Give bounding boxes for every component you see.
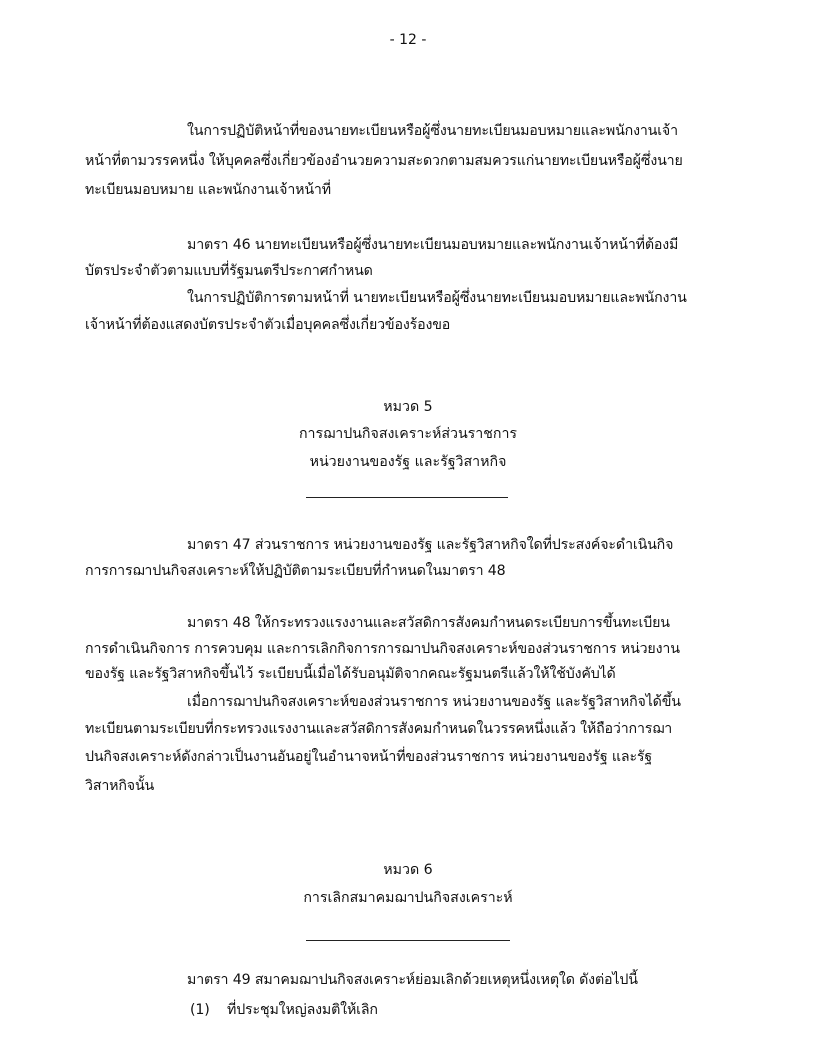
page-number: - 12 - [389,32,427,48]
section-48-line: ทะเบียนตามระเบียบที่กระทรวงแรงงานและสวัสดิการสังคมกำหนดในวรรคหนึ่งแล้ว ให้ถือว่าการฌา [85,721,673,737]
chapter-6-divider [306,940,510,941]
section-48-line: มาตรา 48 ให้กระทรวงแรงงานและสวัสดิการสังคมกำหนดระเบียบการขึ้นทะเบียน [187,615,670,631]
section-49-line: มาตรา 49 สมาคมฌาปนกิจสงเคราะห์ย่อมเลิกด้วยเหตุหนึ่งเหตุใด ดังต่อไปนี้ [187,972,638,988]
section-47-line: การการฌาปนกิจสงเคราะห์ให้ปฏิบัติตามระเบียบที่กำหนดในมาตรา 48 [85,563,506,579]
section-46-line: บัตรประจำตัวตามแบบที่รัฐมนตรีประกาศกำหนด [85,263,373,279]
paragraph-line: ในการปฏิบัติหน้าที่ของนายทะเบียนหรือผู้ซึ่งนายทะเบียนมอบหมายและพนักงานเจ้า [187,123,678,139]
item-1-number: (1) [190,1002,210,1018]
section-48-line: ของรัฐ และรัฐวิสาหกิจขึ้นไว้ ระเบียบนี้เมื่อได้รับอนุมัติจากคณะรัฐมนตรีแล้วให้ใช้บังคับได้ [85,666,616,682]
section-46-line: เจ้าหน้าที่ต้องแสดงบัตรประจำตัวเมื่อบุคคลซึ่งเกี่ยวข้องร้องขอ [85,317,451,333]
section-48-line: วิสาหกิจนั้น [85,778,155,794]
item-1-text: ที่ประชุมใหญ่ลงมติให้เลิก [227,1002,378,1018]
chapter-5-heading: หมวด 5 [383,399,433,415]
chapter-5-subtitle: หน่วยงานของรัฐ และรัฐวิสาหกิจ [309,454,507,470]
section-46-line: ในการปฏิบัติการตามหน้าที่ นายทะเบียนหรือผู้ซึ่งนายทะเบียนมอบหมายและพนักงาน [187,290,687,306]
section-48-line: การดำเนินกิจการ การควบคุม และการเลิกกิจการการฌาปนกิจสงเคราะห์ของส่วนราชการ หน่วยงาน [85,641,680,657]
section-47-line: มาตรา 47 ส่วนราชการ หน่วยงานของรัฐ และรัฐวิสาหกิจใดที่ประสงค์จะดำเนินกิจ [187,537,674,553]
paragraph-line: ทะเบียนมอบหมาย และพนักงานเจ้าหน้าที่ [85,182,331,198]
section-48-line: ปนกิจสงเคราะห์ดังกล่าวเป็นงานอันอยู่ในอำนาจหน้าที่ของส่วนราชการ หน่วยงานของรัฐ และรัฐ [85,749,653,765]
paragraph-line: หน้าที่ตามวรรคหนึ่ง ให้บุคคลซึ่งเกี่ยวข้องอำนวยความสะดวกตามสมควรแก่นายทะเบียนหรือผู้ซึ่งนาย [85,153,683,169]
chapter-6-title: การเลิกสมาคมฌาปนกิจสงเคราะห์ [303,890,513,906]
chapter-5-title: การฌาปนกิจสงเคราะห์ส่วนราชการ [298,426,518,442]
section-48-line: เมื่อการฌาปนกิจสงเคราะห์ของส่วนราชการ หน่วยงานของรัฐ และรัฐวิสาหกิจได้ขึ้น [187,694,681,710]
chapter-6-heading: หมวด 6 [383,862,433,878]
chapter-5-divider [306,497,508,498]
section-46-line: มาตรา 46 นายทะเบียนหรือผู้ซึ่งนายทะเบียนมอบหมายและพนักงานเจ้าหน้าที่ต้องมี [187,237,679,253]
